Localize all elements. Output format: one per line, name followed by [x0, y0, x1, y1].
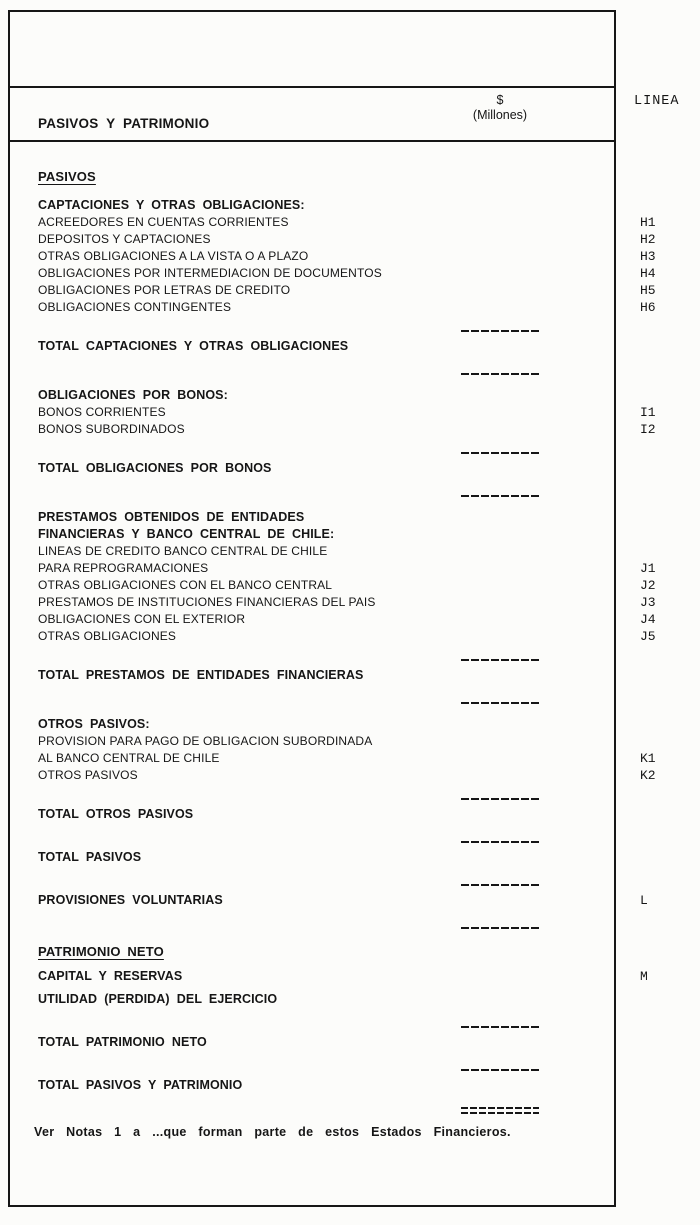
amount-cell	[430, 829, 570, 843]
amount-rule	[461, 1026, 539, 1028]
header-blank-area	[8, 10, 700, 86]
double-total-rule	[461, 1107, 539, 1114]
row-label: TOTAL OBLIGACIONES POR BONOS	[38, 461, 272, 475]
amount-rule-row	[8, 1014, 700, 1028]
total-row	[8, 667, 700, 684]
group-heading-row	[8, 716, 700, 733]
amount-cell	[430, 1057, 570, 1071]
linea-column-header: LINEA	[634, 94, 680, 109]
row-label: PASIVOS	[38, 169, 96, 184]
line-item-row	[8, 577, 700, 594]
row-label: FINANCIERAS Y BANCO CENTRAL DE CHILE:	[38, 527, 335, 541]
amount-rule-row	[8, 1057, 700, 1071]
total-row	[8, 1077, 700, 1094]
total-row	[8, 892, 700, 909]
currency-symbol: $	[496, 93, 504, 107]
line-item-row	[8, 767, 700, 784]
group-heading-row	[8, 526, 700, 543]
total-row	[8, 968, 700, 985]
amount-rule-row	[8, 440, 700, 454]
row-label: DEPOSITOS Y CAPTACIONES	[38, 232, 211, 246]
line-item-row	[8, 299, 700, 316]
total-row	[8, 991, 700, 1008]
row-label: PRESTAMOS OBTENIDOS DE ENTIDADES	[38, 510, 305, 524]
form-rows	[8, 142, 700, 1114]
row-label: CAPTACIONES Y OTRAS OBLIGACIONES:	[38, 198, 305, 212]
amount-cell	[430, 872, 570, 886]
linea-code: M	[640, 969, 648, 984]
row-label: LINEAS DE CREDITO BANCO CENTRAL DE CHILE	[38, 544, 328, 558]
line-item-row	[8, 750, 700, 767]
millions-label: (Millones)	[472, 108, 528, 122]
line-item-row	[8, 248, 700, 265]
amount-rule-row	[8, 690, 700, 704]
amount-rule	[461, 373, 539, 375]
row-label: PROVISION PARA PAGO DE OBLIGACION SUBORDINADA	[38, 734, 373, 748]
amount-rule-row	[8, 829, 700, 843]
amount-rule-row	[8, 361, 700, 375]
group-heading-row	[8, 197, 700, 214]
amount-rule	[461, 927, 539, 929]
row-label: CAPITAL Y RESERVAS	[38, 969, 183, 983]
row-label: OBLIGACIONES POR BONOS:	[38, 388, 228, 402]
line-item-row	[8, 265, 700, 282]
form-content	[8, 10, 700, 1141]
row-label: OTROS PASIVOS:	[38, 717, 150, 731]
group-heading-row	[8, 387, 700, 404]
row-label: BONOS CORRIENTES	[38, 405, 166, 419]
amount-cell	[430, 483, 570, 497]
line-item-row	[8, 733, 700, 750]
linea-code: J5	[640, 629, 656, 644]
amount-double-rule-row	[8, 1100, 700, 1114]
total-row	[8, 1034, 700, 1051]
row-label: PARA REPROGRAMACIONES	[38, 561, 209, 575]
row-label: OTROS PASIVOS	[38, 768, 138, 782]
row-label: AL BANCO CENTRAL DE CHILE	[38, 751, 220, 765]
amount-cell	[430, 318, 570, 332]
amount-rule	[461, 330, 539, 332]
row-label: OTRAS OBLIGACIONES A LA VISTA O A PLAZO	[38, 249, 309, 263]
linea-code: L	[640, 893, 648, 908]
amount-column-header	[430, 88, 570, 140]
amount-rule	[461, 452, 539, 454]
row-label: TOTAL PASIVOS	[38, 850, 142, 864]
line-item-row	[8, 611, 700, 628]
amount-cell	[430, 361, 570, 375]
row-label: UTILIDAD (PERDIDA) DEL EJERCICIO	[38, 992, 278, 1006]
total-row	[8, 806, 700, 823]
amount-rule	[461, 495, 539, 497]
row-label: TOTAL CAPTACIONES Y OTRAS OBLIGACIONES	[38, 339, 349, 353]
row-label: PROVISIONES VOLUNTARIAS	[38, 893, 223, 907]
row-label: PATRIMONIO NETO	[38, 944, 164, 959]
line-item-row	[8, 543, 700, 560]
linea-code: H6	[640, 300, 656, 315]
amount-rule	[461, 1069, 539, 1071]
linea-code: J4	[640, 612, 656, 627]
row-label: OBLIGACIONES POR INTERMEDIACION DE DOCUMENTOS	[38, 266, 382, 280]
row-label: OBLIGACIONES POR LETRAS DE CREDITO	[38, 283, 291, 297]
row-label: ACREEDORES EN CUENTAS CORRIENTES	[38, 215, 289, 229]
linea-code: H2	[640, 232, 656, 247]
linea-code: J2	[640, 578, 656, 593]
line-item-row	[8, 231, 700, 248]
linea-code: K2	[640, 768, 656, 783]
amount-rule	[461, 659, 539, 661]
amount-cell	[430, 915, 570, 929]
linea-code: H4	[640, 266, 656, 281]
linea-code: H5	[640, 283, 656, 298]
amount-rule-row	[8, 872, 700, 886]
row-label: BONOS SUBORDINADOS	[38, 422, 185, 436]
amount-rule	[461, 798, 539, 800]
linea-code: J3	[640, 595, 656, 610]
row-label: TOTAL PATRIMONIO NETO	[38, 1035, 207, 1049]
line-item-row	[8, 560, 700, 577]
total-row	[8, 460, 700, 477]
amount-cell	[430, 440, 570, 454]
row-label: OTRAS OBLIGACIONES CON EL BANCO CENTRAL	[38, 578, 333, 592]
total-row	[8, 338, 700, 355]
amount-rule-row	[8, 318, 700, 332]
line-item-row	[8, 421, 700, 438]
linea-code: H1	[640, 215, 656, 230]
amount-cell	[430, 1100, 570, 1114]
column-header-band	[8, 88, 700, 140]
total-row	[8, 849, 700, 866]
linea-code: J1	[640, 561, 656, 576]
linea-code: I1	[640, 405, 656, 420]
linea-code: H3	[640, 249, 656, 264]
amount-rule-row	[8, 483, 700, 497]
amount-rule	[461, 702, 539, 704]
footer-note: Ver Notas 1 a ...que forman parte de estos Estados Financieros.	[34, 1125, 511, 1139]
page-title: PASIVOS Y PATRIMONIO	[38, 116, 210, 131]
row-label: PRESTAMOS DE INSTITUCIONES FINANCIERAS DEL PAIS	[38, 595, 376, 609]
amount-rule-row	[8, 647, 700, 661]
section-heading-row	[8, 943, 700, 960]
line-item-row	[8, 404, 700, 421]
amount-cell	[430, 1014, 570, 1028]
line-item-row	[8, 594, 700, 611]
row-label: TOTAL PRESTAMOS DE ENTIDADES FINANCIERAS	[38, 668, 364, 682]
amount-cell	[430, 647, 570, 661]
group-heading-row	[8, 509, 700, 526]
amount-rule	[461, 841, 539, 843]
line-item-row	[8, 282, 700, 299]
amount-cell	[430, 690, 570, 704]
row-label: OTRAS OBLIGACIONES	[38, 629, 177, 643]
linea-code: I2	[640, 422, 656, 437]
row-label: OBLIGACIONES CON EL EXTERIOR	[38, 612, 246, 626]
amount-rule-row	[8, 915, 700, 929]
linea-code: K1	[640, 751, 656, 766]
row-label: TOTAL PASIVOS Y PATRIMONIO	[38, 1078, 243, 1092]
line-item-row	[8, 214, 700, 231]
amount-rule-row	[8, 786, 700, 800]
row-label: OBLIGACIONES CONTINGENTES	[38, 300, 232, 314]
amount-cell	[430, 786, 570, 800]
section-heading-row	[8, 168, 700, 185]
amount-rule	[461, 884, 539, 886]
line-item-row	[8, 628, 700, 645]
row-label: TOTAL OTROS PASIVOS	[38, 807, 194, 821]
